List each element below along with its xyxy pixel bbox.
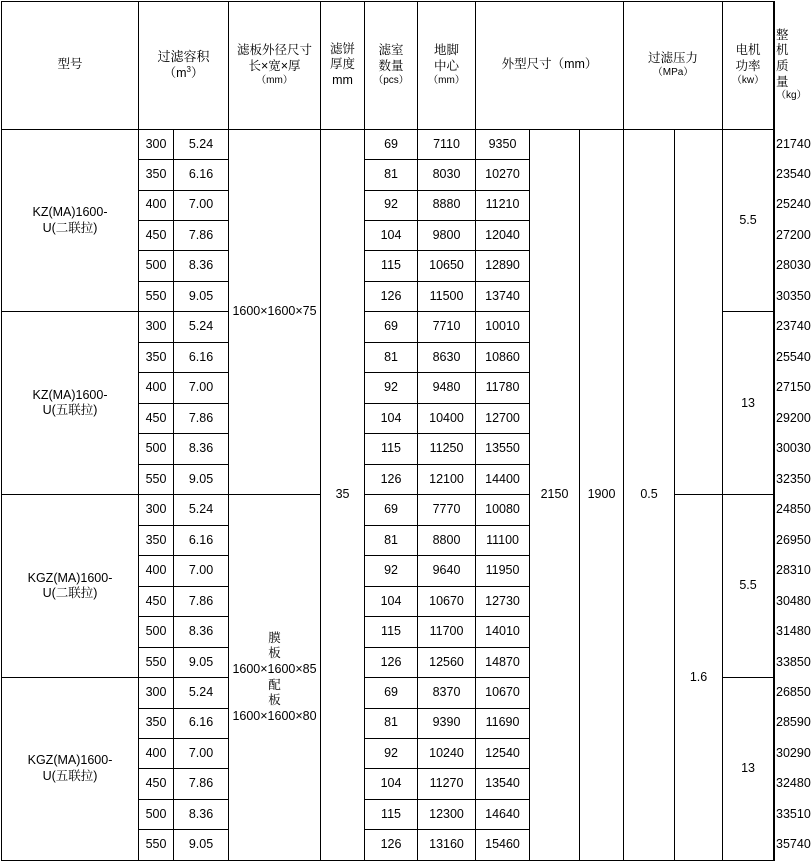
header-pressure-unit: （MPa） (652, 66, 694, 78)
chamber-count-value: 69 (365, 495, 418, 525)
filter-volume-value: 5.24 (174, 678, 229, 708)
overall-size-value: 11100 (476, 525, 530, 555)
cake-thickness-value: 500 (139, 434, 174, 464)
machine-mass-value: 26850 (776, 684, 811, 699)
header-model: 型号 (2, 2, 139, 130)
machine-mass-value: 27150 (776, 380, 811, 395)
model-cell (2, 495, 139, 678)
filter-volume-value: 9.05 (174, 647, 229, 677)
machine-mass-value: 25540 (776, 349, 811, 364)
filter-volume-value: 7.00 (174, 738, 229, 768)
foot-center-value: 11700 (418, 617, 476, 647)
model-cell (2, 129, 139, 312)
chamber-count-value: 126 (365, 830, 418, 861)
foot-center-value: 9640 (418, 556, 476, 586)
filter-volume-value: 9.05 (174, 830, 229, 861)
filter-volume-value: 7.00 (174, 190, 229, 220)
filter-volume-value: 5.24 (174, 312, 229, 342)
overall-size-value: 12540 (476, 738, 530, 768)
foot-center-value: 8030 (418, 160, 476, 190)
model-line1: KGZ(MA)1600- (27, 570, 113, 585)
chamber-count-value: 92 (365, 556, 418, 586)
model-line1: KZ(MA)1600- (32, 387, 108, 402)
model-cell (2, 312, 139, 495)
filter-volume-value: 7.86 (174, 221, 229, 251)
cake-thickness-value: 300 (139, 495, 174, 525)
foot-center-value: 7710 (418, 312, 476, 342)
chamber-count-value: 115 (365, 434, 418, 464)
chamber-count-value: 126 (365, 281, 418, 311)
chamber-count-value: 81 (365, 342, 418, 372)
foot-center-value: 7770 (418, 495, 476, 525)
machine-mass-value: 24850 (776, 502, 811, 517)
filter-volume-value: 6.16 (174, 160, 229, 190)
model-cell (2, 678, 139, 861)
foot-center-value: 10400 (418, 403, 476, 433)
plate-size-cell-bottom (229, 495, 321, 861)
chamber-count-value: 69 (365, 312, 418, 342)
header-pressure-line1: 过滤压力 (648, 51, 699, 66)
machine-mass-value: 30350 (776, 288, 811, 303)
filter-volume-value: 9.05 (174, 464, 229, 494)
header-cake-thickness-unit: mm (332, 73, 353, 88)
overall-size-value: 11950 (476, 556, 530, 586)
filter-volume-value: 6.16 (174, 342, 229, 372)
foot-center-value: 12100 (418, 464, 476, 494)
pressure-value-top: 0.5 (624, 129, 675, 860)
cake-thickness-value: 500 (139, 617, 174, 647)
filter-volume-value: 8.36 (174, 251, 229, 281)
machine-mass-value: 28030 (776, 258, 811, 273)
cake-thickness-value: 550 (139, 464, 174, 494)
overall-size-value: 14010 (476, 617, 530, 647)
filter-volume-value: 9.05 (174, 281, 229, 311)
plate-size-cell-top: 1600×1600×75 (229, 129, 321, 495)
cake-thickness-value: 400 (139, 556, 174, 586)
filter-volume-value: 7.86 (174, 769, 229, 799)
foot-center-value: 12560 (418, 647, 476, 677)
filter-volume-value: 6.16 (174, 708, 229, 738)
foot-center-value: 8880 (418, 190, 476, 220)
machine-mass-value: 26950 (776, 532, 811, 547)
chamber-count-value: 126 (365, 647, 418, 677)
machine-mass-value: 32480 (776, 776, 811, 791)
model-line2: U(二联拉) (42, 586, 98, 601)
overall-size-value: 11210 (476, 190, 530, 220)
chamber-count-value: 92 (365, 738, 418, 768)
chamber-count-value: 115 (365, 251, 418, 281)
foot-center-value: 9800 (418, 221, 476, 251)
header-chamber-count-line1: 滤室 (378, 43, 404, 58)
overall-size-value: 11690 (476, 708, 530, 738)
specification-table (1, 1, 811, 861)
cake-thickness-value: 400 (139, 373, 174, 403)
machine-mass-value: 30030 (776, 441, 811, 456)
cake-thickness-value: 450 (139, 221, 174, 251)
cake-thickness-value: 450 (139, 403, 174, 433)
cake-thickness-value: 400 (139, 190, 174, 220)
overall-size-value: 14870 (476, 647, 530, 677)
cake-thickness-value: 350 (139, 342, 174, 372)
cake-thickness-value: 300 (139, 678, 174, 708)
machine-mass-value: 30480 (776, 593, 811, 608)
cake-thickness-merged: 35 (321, 129, 365, 860)
filter-volume-value: 6.16 (174, 525, 229, 555)
header-motor-power-line1: 电机 (735, 43, 761, 58)
chamber-count-value: 69 (365, 129, 418, 159)
overall-size-value: 9350 (476, 129, 530, 159)
model-line1: KGZ(MA)1600- (27, 753, 113, 768)
header-filter-volume-line1: 过滤容积 (157, 48, 210, 64)
foot-center-value: 7110 (418, 129, 476, 159)
filter-volume-value: 8.36 (174, 799, 229, 829)
machine-mass-value: 28310 (776, 563, 811, 578)
header-chamber-count-unit: （pcs） (373, 74, 409, 86)
overall-size-value: 13540 (476, 769, 530, 799)
foot-center-value: 11500 (418, 281, 476, 311)
machine-mass-value: 33850 (776, 654, 811, 669)
foot-center-value: 12300 (418, 799, 476, 829)
foot-center-value: 10650 (418, 251, 476, 281)
overall-size-value: 10860 (476, 342, 530, 372)
table-row (2, 129, 775, 159)
filter-volume-value: 5.24 (174, 129, 229, 159)
plate-size-bottom-line4: 板1600×1600×80 (232, 693, 317, 723)
cake-thickness-value: 500 (139, 251, 174, 281)
foot-center-value: 13160 (418, 830, 476, 861)
cake-thickness-value: 550 (139, 281, 174, 311)
cake-thickness-value: 350 (139, 160, 174, 190)
foot-center-value: 8800 (418, 525, 476, 555)
header-pressure (624, 2, 723, 130)
header-cake-thickness-line1: 滤饼 (330, 41, 356, 56)
header-filter-volume-unit-pre: （m (163, 66, 187, 81)
cake-thickness-value: 550 (139, 830, 174, 861)
machine-mass-value: 27200 (776, 227, 811, 242)
chamber-count-value: 104 (365, 586, 418, 616)
motor-power-value: 13 (723, 678, 774, 861)
model-line1: KZ(MA)1600- (32, 204, 108, 219)
foot-center-value: 10670 (418, 586, 476, 616)
machine-mass-value: 29200 (776, 410, 811, 425)
motor-power-value: 5.5 (723, 495, 774, 678)
overall-size-value: 14640 (476, 799, 530, 829)
cake-thickness-value: 500 (139, 799, 174, 829)
overall-size-value: 13740 (476, 281, 530, 311)
header-foot-center-unit: （mm） (428, 74, 465, 86)
header-foot-center-line1: 地脚 (434, 43, 460, 58)
overall-size-value: 13550 (476, 434, 530, 464)
machine-mass-value: 28590 (776, 715, 811, 730)
header-chamber-count-line2: 数量 (378, 59, 404, 74)
header-motor-power-unit: （kw） (731, 74, 765, 86)
filter-volume-value: 7.00 (174, 556, 229, 586)
overall-size-value: 15460 (476, 830, 530, 861)
plate-size-bottom-line1: 膜 (268, 630, 281, 645)
header-cake-thickness-line2: 厚度 (330, 57, 356, 72)
motor-power-value: 5.5 (723, 129, 774, 312)
model-line2: U(二联拉) (42, 220, 98, 235)
cake-thickness-value: 450 (139, 769, 174, 799)
chamber-count-value: 115 (365, 617, 418, 647)
foot-center-value: 11250 (418, 434, 476, 464)
pressure-value-bottom: 1.6 (675, 495, 723, 861)
chamber-count-value: 69 (365, 678, 418, 708)
machine-mass-value: 21740 (776, 136, 811, 151)
header-foot-center-line2: 中心 (434, 59, 460, 74)
chamber-count-value: 81 (365, 708, 418, 738)
machine-mass-value: 33510 (776, 806, 811, 821)
pressure-value-blank-top (675, 129, 723, 495)
overall-size-value: 12890 (476, 251, 530, 281)
table-header-row (2, 2, 775, 130)
chamber-count-value: 104 (365, 403, 418, 433)
plate-size-bottom-line3: 配 (268, 677, 281, 692)
foot-center-value: 10240 (418, 738, 476, 768)
filter-volume-value: 8.36 (174, 434, 229, 464)
plate-size-bottom-line2: 板1600×1600×85 (232, 646, 317, 676)
machine-mass-value: 32350 (776, 471, 811, 486)
overall-size-value: 11780 (476, 373, 530, 403)
header-cake-thickness (321, 2, 365, 130)
machine-mass-value: 31480 (776, 624, 811, 639)
machine-mass-value: 23740 (776, 319, 811, 334)
header-motor-power-line2: 功率 (735, 59, 761, 74)
chamber-count-value: 92 (365, 190, 418, 220)
header-overall-size: 外型尺寸（mm） (476, 2, 624, 130)
foot-center-value: 9390 (418, 708, 476, 738)
chamber-count-value: 126 (365, 464, 418, 494)
overall-size-value: 10010 (476, 312, 530, 342)
header-plate-size-line1: 滤板外径尺寸 (237, 43, 313, 58)
overall-size-value: 10080 (476, 495, 530, 525)
filter-volume-value: 7.86 (174, 403, 229, 433)
header-filter-volume-unit-post: ） (190, 66, 204, 81)
machine-mass-value: 25240 (776, 197, 811, 212)
cake-thickness-value: 350 (139, 525, 174, 555)
overall-size-extra-1: 2150 (530, 129, 580, 860)
header-filter-volume-exponent: 3 (186, 65, 191, 75)
chamber-count-value: 104 (365, 769, 418, 799)
filter-volume-value: 8.36 (174, 617, 229, 647)
foot-center-value: 8630 (418, 342, 476, 372)
header-filter-volume (139, 2, 229, 130)
chamber-count-value: 104 (365, 221, 418, 251)
header-machine-mass: 整机 质量 （kg） (776, 27, 807, 102)
overall-size-value: 10670 (476, 678, 530, 708)
overall-size-value: 12040 (476, 221, 530, 251)
filter-volume-value: 7.00 (174, 373, 229, 403)
chamber-count-value: 92 (365, 373, 418, 403)
machine-mass-value: 35740 (776, 837, 811, 852)
overall-size-value: 10270 (476, 160, 530, 190)
overall-size-value: 14400 (476, 464, 530, 494)
chamber-count-value: 81 (365, 160, 418, 190)
overall-size-value: 12700 (476, 403, 530, 433)
model-line2: U(五联拉) (42, 403, 98, 418)
overall-size-extra-2: 1900 (580, 129, 624, 860)
foot-center-value: 8370 (418, 678, 476, 708)
cake-thickness-value: 550 (139, 647, 174, 677)
cake-thickness-value: 300 (139, 312, 174, 342)
header-filter-volume-line2 (141, 65, 226, 82)
header-plate-size-line2: 长×宽×厚 (248, 59, 301, 74)
foot-center-value: 11270 (418, 769, 476, 799)
cake-thickness-value: 300 (139, 129, 174, 159)
filter-volume-value: 7.86 (174, 586, 229, 616)
cake-thickness-value: 400 (139, 738, 174, 768)
model-line2: U(五联拉) (42, 769, 98, 784)
chamber-count-value: 115 (365, 799, 418, 829)
chamber-count-value: 81 (365, 525, 418, 555)
foot-center-value: 9480 (418, 373, 476, 403)
overall-size-value: 12730 (476, 586, 530, 616)
cake-thickness-value: 350 (139, 708, 174, 738)
motor-power-value: 13 (723, 312, 774, 495)
machine-mass-value: 30290 (776, 745, 811, 760)
cake-thickness-value: 450 (139, 586, 174, 616)
filter-volume-value: 5.24 (174, 495, 229, 525)
machine-mass-value: 23540 (776, 167, 811, 181)
header-chamber-count (365, 2, 418, 130)
header-plate-size (229, 2, 321, 130)
header-foot-center (418, 2, 476, 130)
header-plate-size-unit: （mm） (256, 74, 293, 86)
